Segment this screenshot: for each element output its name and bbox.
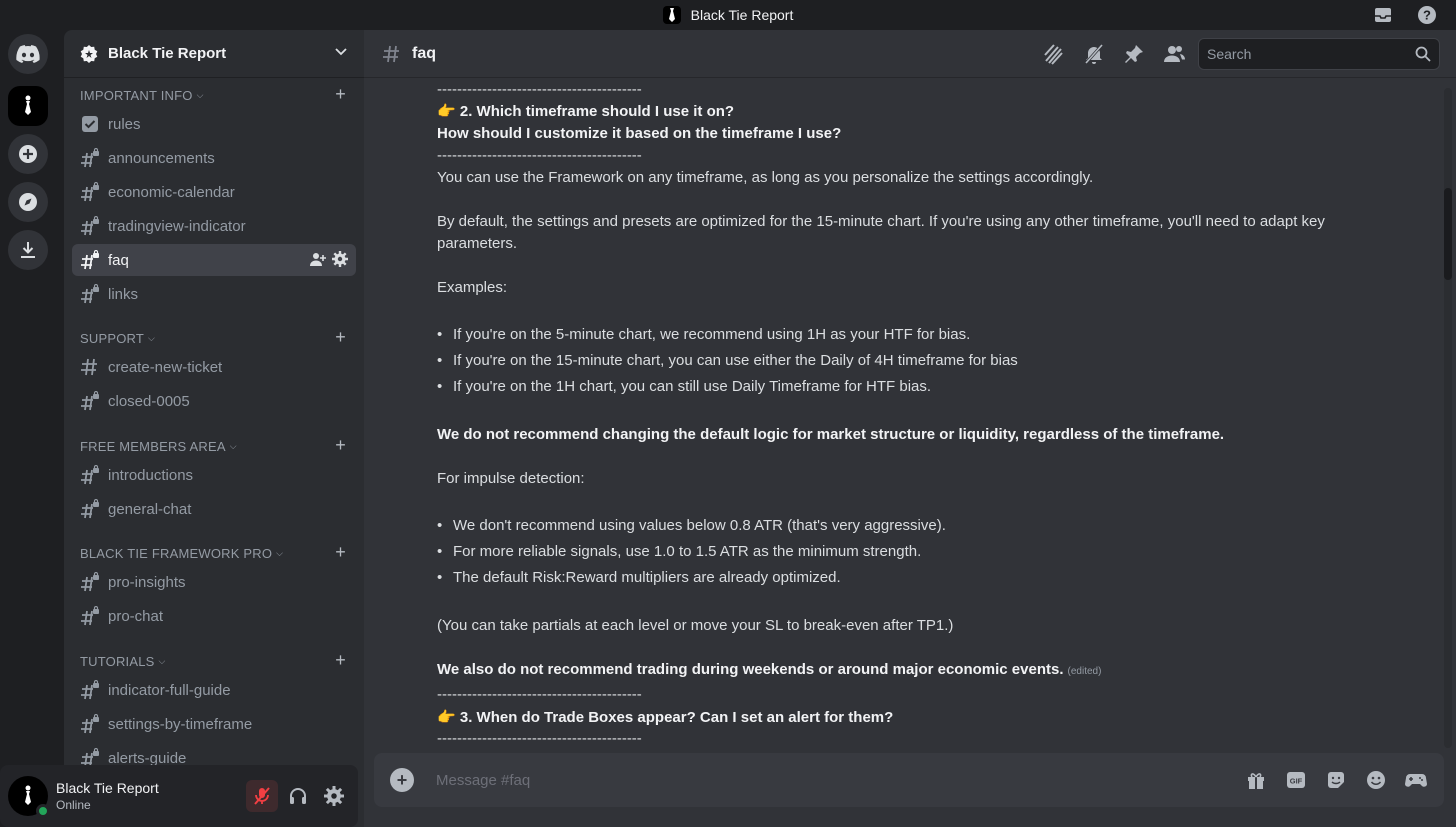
channel-faq[interactable] bbox=[72, 244, 356, 276]
hash-icon bbox=[380, 42, 404, 66]
channel-settings-by-timeframe[interactable] bbox=[72, 708, 356, 740]
server-rail bbox=[0, 30, 56, 827]
locked-hash-icon bbox=[80, 748, 100, 765]
svg-text:?: ? bbox=[1423, 7, 1431, 23]
member-list-icon[interactable] bbox=[1162, 42, 1186, 66]
channel-label: indicator-full-guide bbox=[108, 681, 231, 699]
channel-economic-calendar[interactable] bbox=[72, 176, 356, 208]
channel-announcements[interactable] bbox=[72, 142, 356, 174]
channel-label: introductions bbox=[108, 466, 194, 484]
channel-pro-insights[interactable] bbox=[72, 566, 356, 598]
pinned-messages-icon[interactable] bbox=[1122, 42, 1146, 66]
deafen-button[interactable] bbox=[282, 780, 314, 812]
bold-paragraph-text: We also do not recommend trading during weekends or around major economic events. bbox=[437, 661, 1064, 678]
edit-channel-gear-icon[interactable] bbox=[332, 251, 348, 271]
list-item: • If you're on the 5-minute chart, we recommend using 1H as your HTF for bias. bbox=[437, 324, 970, 346]
add-server-icon[interactable] bbox=[8, 134, 48, 174]
channel-label: links bbox=[108, 285, 139, 303]
channel-introductions[interactable] bbox=[72, 459, 356, 491]
channel-create-new-ticket[interactable] bbox=[72, 351, 356, 383]
edited-label: (edited) bbox=[1067, 666, 1102, 677]
locked-hash-icon bbox=[80, 182, 100, 202]
channel-label: pro-chat bbox=[108, 607, 164, 625]
activities-gamepad-icon[interactable] bbox=[1404, 768, 1428, 792]
discover-compass-icon[interactable] bbox=[8, 182, 48, 222]
download-apps-icon[interactable] bbox=[8, 230, 48, 270]
locked-hash-icon bbox=[80, 714, 100, 734]
bold-paragraph bbox=[437, 659, 1101, 683]
search-placeholder: Search bbox=[1207, 45, 1252, 62]
channel-tradingview-indicator[interactable] bbox=[72, 210, 356, 242]
channel-label: announcements bbox=[108, 149, 215, 167]
user-panel bbox=[0, 765, 358, 827]
chevron-down-icon: ⌵ bbox=[196, 89, 204, 100]
server-header[interactable] bbox=[64, 30, 364, 78]
chat-area bbox=[364, 30, 1456, 827]
channel-label: settings-by-timeframe bbox=[108, 715, 253, 733]
add-channel-icon[interactable]: + bbox=[335, 84, 346, 104]
channel-label: alerts-guide bbox=[108, 749, 187, 765]
question-2-subtitle: How should I customize it based on the timeframe I use? bbox=[437, 125, 842, 142]
add-channel-icon[interactable]: + bbox=[335, 650, 346, 670]
message-paragraph: (You can take partials at each level or move your SL to break-even after TP1.) bbox=[437, 617, 954, 634]
user-status: Online bbox=[56, 798, 91, 812]
window-title: Black Tie Report bbox=[690, 7, 794, 23]
list-item: • For more reliable signals, use 1.0 to 1.5 ATR as the minimum strength. bbox=[437, 541, 921, 563]
server-guide-icon bbox=[80, 45, 98, 63]
gift-icon[interactable] bbox=[1244, 768, 1268, 792]
channel-sidebar bbox=[56, 30, 364, 827]
channel-links[interactable] bbox=[72, 278, 356, 310]
locked-hash-icon bbox=[80, 250, 100, 270]
channel-list bbox=[64, 79, 364, 765]
channel-pro-chat[interactable] bbox=[72, 600, 356, 632]
channel-label: general-chat bbox=[108, 500, 192, 518]
locked-hash-icon bbox=[80, 606, 100, 626]
username: Black Tie Report bbox=[56, 780, 159, 796]
divider-line: ----------------------------------------- bbox=[437, 686, 642, 703]
bold-paragraph: We do not recommend changing the default logic for market structure or liquidity, regardless of the timeframe. bbox=[437, 426, 1225, 443]
category-free-members-area[interactable] bbox=[80, 436, 348, 456]
discord-home-icon[interactable] bbox=[8, 34, 48, 74]
question-2-text: 2. Which timeframe should I use it on? bbox=[459, 103, 735, 120]
question-3-title bbox=[437, 707, 893, 729]
question-2-title bbox=[437, 101, 734, 123]
chevron-down-icon: ⌵ bbox=[276, 547, 284, 558]
chevron-down-icon: ⌵ bbox=[229, 440, 237, 451]
message-input[interactable]: Message #faq bbox=[436, 771, 531, 789]
server-black-tie-report-icon[interactable] bbox=[8, 86, 48, 126]
search-input[interactable] bbox=[1198, 38, 1440, 70]
chevron-down-icon: ⌵ bbox=[158, 655, 166, 666]
locked-hash-icon bbox=[80, 216, 100, 236]
message-content bbox=[437, 79, 1397, 751]
svg-text:GIF: GIF bbox=[1289, 776, 1303, 786]
divider-line: ----------------------------------------- bbox=[437, 730, 642, 747]
emoji-icon[interactable] bbox=[1364, 768, 1388, 792]
locked-hash-icon bbox=[80, 148, 100, 168]
threads-icon[interactable] bbox=[1042, 42, 1066, 66]
message-composer[interactable] bbox=[374, 753, 1444, 807]
channel-alerts-guide[interactable] bbox=[72, 742, 356, 765]
list-item: • We don't recommend using values below 0.8 ATR (that's very aggressive). bbox=[437, 515, 946, 537]
scrollbar-track[interactable] bbox=[1444, 88, 1452, 748]
category-label: TUTORIALS bbox=[80, 653, 155, 669]
add-channel-icon[interactable]: + bbox=[335, 542, 346, 562]
help-icon[interactable] bbox=[1416, 4, 1438, 26]
category-label: BLACK TIE FRAMEWORK PRO bbox=[80, 545, 273, 561]
microphone-muted-icon bbox=[252, 786, 272, 806]
chevron-down-icon[interactable] bbox=[334, 44, 348, 63]
channel-title: faq bbox=[412, 44, 436, 62]
category-important-info[interactable] bbox=[80, 85, 348, 105]
channel-label: faq bbox=[108, 251, 129, 269]
question-3-text: 3. When do Trade Boxes appear? Can I set an alert for them? bbox=[459, 709, 894, 726]
channel-label: tradingview-indicator bbox=[108, 217, 246, 235]
category-label: SUPPORT bbox=[80, 330, 145, 346]
headphones-icon bbox=[288, 786, 308, 806]
inbox-icon[interactable] bbox=[1372, 4, 1394, 26]
divider-line: ----------------------------------------- bbox=[437, 81, 642, 98]
pointing-hand-emoji: 👉 bbox=[437, 709, 456, 726]
search-icon bbox=[1415, 46, 1431, 62]
locked-hash-icon bbox=[80, 391, 100, 411]
locked-hash-icon bbox=[80, 284, 100, 304]
channel-header bbox=[364, 30, 1456, 78]
add-channel-icon[interactable]: + bbox=[335, 435, 346, 455]
locked-hash-icon bbox=[80, 680, 100, 700]
category-support[interactable] bbox=[80, 328, 348, 348]
add-attachment-button[interactable]: + bbox=[390, 768, 414, 792]
category-label: IMPORTANT INFO bbox=[80, 87, 193, 103]
message-paragraph: By default, the settings and presets are optimized for the 15-minute chart. If you're using any other timeframe, you'll need to adapt key bbox=[437, 213, 1325, 230]
channel-general-chat[interactable] bbox=[72, 493, 356, 525]
hash-icon bbox=[80, 357, 100, 377]
message-paragraph: You can use the Framework on any timeframe, as long as you personalize the settings accordingly. bbox=[437, 169, 1094, 186]
online-status-dot bbox=[36, 804, 50, 818]
locked-hash-icon bbox=[80, 465, 100, 485]
locked-hash-icon bbox=[80, 499, 100, 519]
message-paragraph: For impulse detection: bbox=[437, 470, 585, 487]
list-item: • The default Risk:Reward multipliers are already optimized. bbox=[437, 567, 841, 589]
divider-line: ----------------------------------------- bbox=[437, 147, 642, 164]
channel-closed-0005[interactable] bbox=[72, 385, 356, 417]
gif-icon[interactable] bbox=[1284, 768, 1308, 792]
sticker-icon[interactable] bbox=[1324, 768, 1348, 792]
channel-label: pro-insights bbox=[108, 573, 186, 591]
scrollbar-thumb[interactable] bbox=[1444, 188, 1452, 280]
create-invite-icon[interactable] bbox=[310, 251, 326, 271]
pointing-hand-emoji: 👉 bbox=[437, 103, 456, 120]
gear-icon bbox=[324, 786, 344, 806]
list-item: • If you're on the 15-minute chart, you can use either the Daily of 4H timeframe for bias bbox=[437, 350, 1018, 372]
rules-checkbox-icon bbox=[80, 114, 100, 134]
channel-label: rules bbox=[108, 115, 141, 133]
server-name: Black Tie Report bbox=[108, 45, 227, 62]
channel-label: create-new-ticket bbox=[108, 358, 223, 376]
avatar[interactable] bbox=[8, 776, 48, 816]
add-channel-icon[interactable]: + bbox=[335, 327, 346, 347]
notification-settings-muted-icon[interactable] bbox=[1082, 42, 1106, 66]
message-paragraph: Examples: bbox=[437, 279, 508, 296]
user-settings-button[interactable] bbox=[318, 780, 350, 812]
locked-hash-icon bbox=[80, 572, 100, 592]
category-tutorials[interactable] bbox=[80, 651, 348, 671]
channel-rules[interactable] bbox=[72, 108, 356, 140]
channel-label: economic-calendar bbox=[108, 183, 235, 201]
category-label: FREE MEMBERS AREA bbox=[80, 438, 226, 454]
category-black-tie-framework-pro[interactable] bbox=[80, 543, 348, 563]
window-titlebar bbox=[0, 0, 1456, 30]
list-item: • If you're on the 1H chart, you can still use Daily Timeframe for HTF bias. bbox=[437, 376, 931, 398]
message-paragraph: parameters. bbox=[437, 235, 518, 252]
channel-label: closed-0005 bbox=[108, 392, 190, 410]
app-icon bbox=[663, 6, 681, 24]
chevron-down-icon: ⌵ bbox=[148, 332, 156, 343]
user-info[interactable] bbox=[56, 780, 246, 812]
channel-indicator-full-guide[interactable] bbox=[72, 674, 356, 706]
mute-microphone-button[interactable] bbox=[246, 780, 278, 812]
